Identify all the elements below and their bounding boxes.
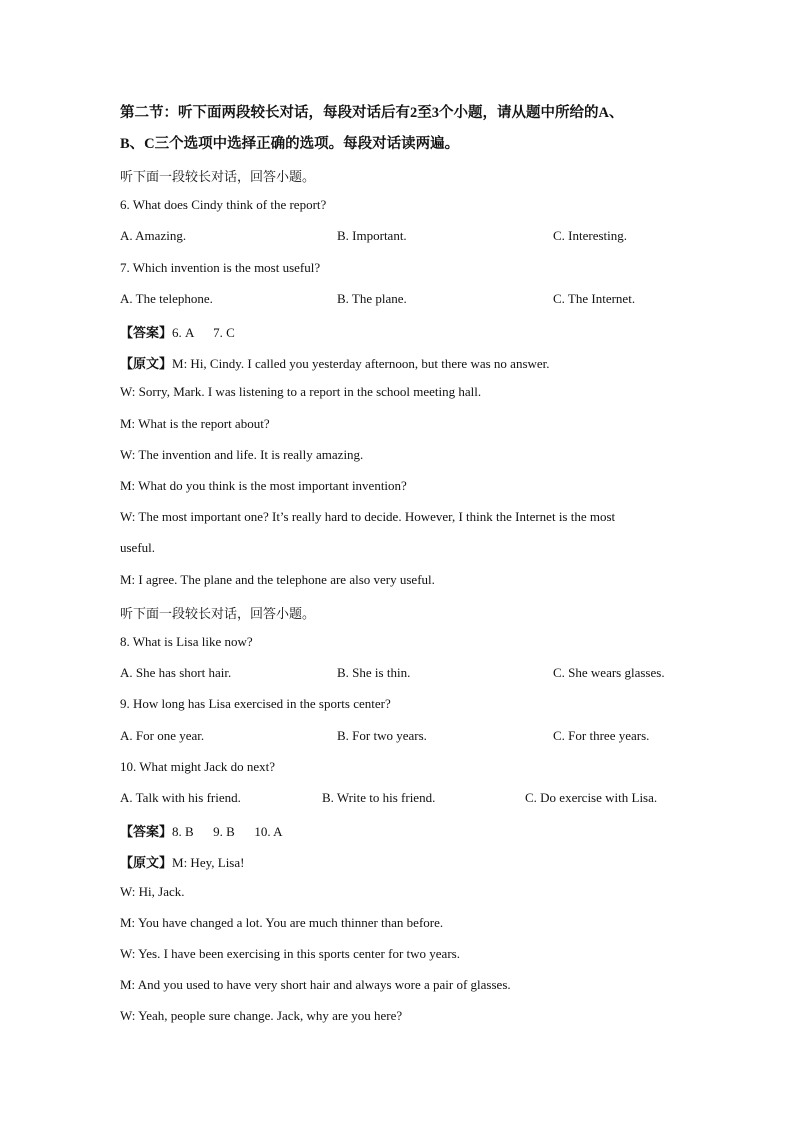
question-7: 7. Which invention is the most useful? xyxy=(120,260,321,275)
section-heading-line-2: B、C三个选项中选择正确的选项。每段对话读两遍。 xyxy=(120,136,460,152)
question-10-option-b: B. Write to his friend. xyxy=(322,790,436,805)
transcript-2-line-5: M: And you used to have very short hair and always wore a pair of glasses. xyxy=(120,977,511,992)
question-6-option-c: C. Interesting. xyxy=(553,228,628,243)
question-9-option-b: B. For two years. xyxy=(337,728,427,743)
dialogue-2-intro: 听下面一段较长对话，回答小题。 xyxy=(120,606,316,621)
transcript-text: M: Hey, Lisa! xyxy=(172,855,245,870)
answer-line-2 xyxy=(120,821,283,840)
answer-text: 8. B 9. B 10. A xyxy=(172,824,283,839)
question-6-option-b: B. Important. xyxy=(337,228,407,243)
question-8: 8. What is Lisa like now? xyxy=(120,634,253,649)
transcript-1-line-1 xyxy=(120,353,550,372)
question-6: 6. What does Cindy think of the report? xyxy=(120,197,327,212)
question-8-option-b: B. She is thin. xyxy=(337,665,411,680)
transcript-2-line-4: W: Yes. I have been exercising in this sports center for two years. xyxy=(120,946,460,961)
dialogue-1-intro: 听下面一段较长对话，回答小题。 xyxy=(120,169,316,184)
question-10-option-c: C. Do exercise with Lisa. xyxy=(525,790,658,805)
transcript-text: M: Hi, Cindy. I called you yesterday afternoon, but there was no answer. xyxy=(172,356,550,371)
question-10-option-a: A. Talk with his friend. xyxy=(120,790,241,805)
transcript-1-line-8: M: I agree. The plane and the telephone are also very useful. xyxy=(120,572,435,587)
answer-line-1 xyxy=(120,322,235,341)
transcript-label: 【原文】 xyxy=(120,356,173,371)
question-10: 10. What might Jack do next? xyxy=(120,759,276,774)
question-9: 9. How long has Lisa exercised in the sports center? xyxy=(120,696,391,711)
question-8-option-a: A. She has short hair. xyxy=(120,665,232,680)
transcript-1-line-7: useful. xyxy=(120,540,156,555)
transcript-1-line-3: M: What is the report about? xyxy=(120,416,270,431)
transcript-1-line-6: W: The most important one? It’s really hard to decide. However, I think the Internet is the most xyxy=(120,509,616,524)
question-7-option-a: A. The telephone. xyxy=(120,291,213,306)
question-7-option-c: C. The Internet. xyxy=(553,291,636,306)
question-9-option-c: C. For three years. xyxy=(553,728,650,743)
transcript-2-line-6: W: Yeah, people sure change. Jack, why are you here? xyxy=(120,1008,403,1023)
section-heading-line-1: 第二节：听下面两段较长对话，每段对话后有2至3个小题，请从题中所给的A、 xyxy=(120,105,624,121)
question-6-option-a: A. Amazing. xyxy=(120,228,187,243)
question-8-option-c: C. She wears glasses. xyxy=(553,665,665,680)
answer-label: 【答案】 xyxy=(120,824,173,839)
transcript-label: 【原文】 xyxy=(120,855,173,870)
transcript-2-line-1 xyxy=(120,852,244,871)
answer-text: 6. A 7. C xyxy=(172,325,235,340)
transcript-2-line-3: M: You have changed a lot. You are much thinner than before. xyxy=(120,915,444,930)
transcript-1-line-4: W: The invention and life. It is really amazing. xyxy=(120,447,364,462)
transcript-1-line-5: M: What do you think is the most important invention? xyxy=(120,478,407,493)
transcript-1-line-2: W: Sorry, Mark. I was listening to a report in the school meeting hall. xyxy=(120,384,482,399)
question-9-option-a: A. For one year. xyxy=(120,728,205,743)
transcript-2-line-2: W: Hi, Jack. xyxy=(120,884,185,899)
answer-label: 【答案】 xyxy=(120,325,173,340)
question-7-option-b: B. The plane. xyxy=(337,291,407,306)
